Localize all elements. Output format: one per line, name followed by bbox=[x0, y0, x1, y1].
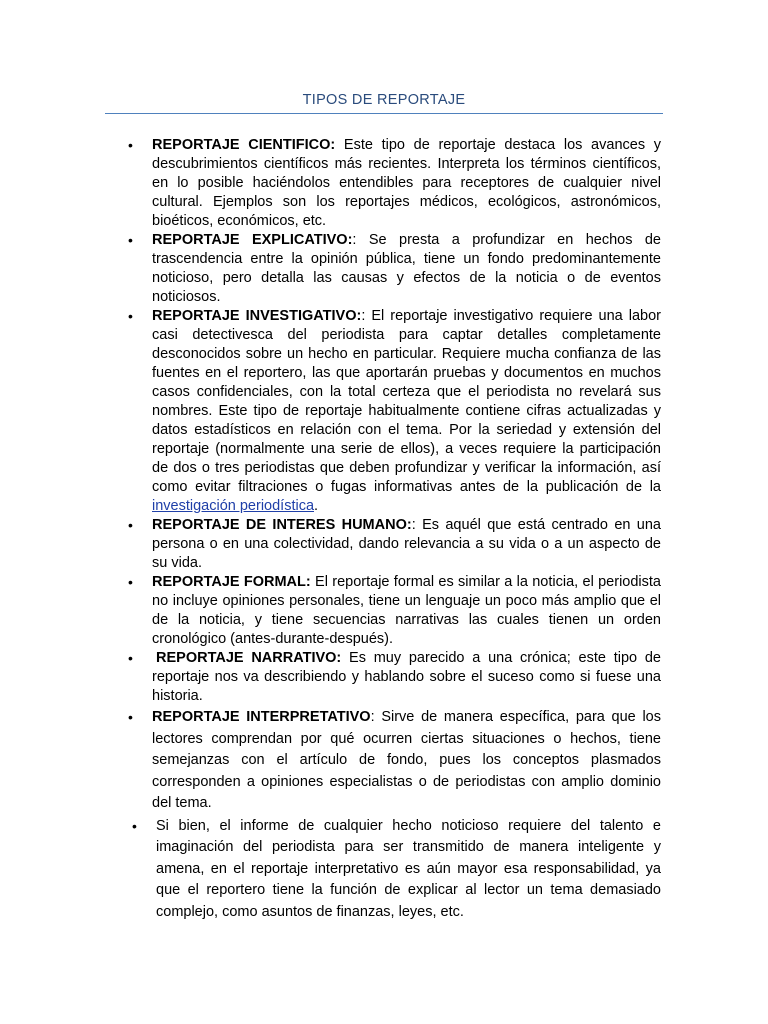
list-item-cientifico bbox=[128, 136, 661, 231]
bullet-icon: • bbox=[128, 574, 133, 590]
list-item-formal bbox=[128, 573, 661, 649]
page-title: TIPOS DE REPORTAJE bbox=[302, 92, 466, 108]
item-text: Es muy parecido a una crónica; este tipo de reportaje nos va describiendo y hablando sobre el suceso como si fuese una historia. bbox=[152, 650, 661, 704]
investigacion-periodistica-link[interactable]: investigación periodística bbox=[152, 498, 315, 514]
report-types-list bbox=[0, 136, 768, 923]
item-text: : Es aquél que está centrado en una persona o en una colectividad, dando relevancia a su vida o a un aspecto de su vida. bbox=[152, 517, 661, 571]
bullet-icon: • bbox=[128, 232, 133, 248]
list-item-explicativo bbox=[128, 231, 661, 307]
item-text: Este tipo de reportaje destaca los avances y descubrimientos científicos más recientes. Interpreta los términos científicos, en lo posible haciéndolos entendibles para receptores de cualquier nivel cultural. Ejemplos son los reportajes médicos, ecológicos, astronómicos, bioéticos, económicos, etc. bbox=[152, 137, 661, 229]
list-item-interes-humano bbox=[128, 516, 661, 573]
title-divider bbox=[105, 113, 663, 114]
item-term: REPORTAJE FORMAL: bbox=[152, 574, 311, 590]
list-item-interpretativo bbox=[128, 707, 661, 815]
bullet-icon: • bbox=[128, 650, 133, 666]
bullet-icon: • bbox=[132, 817, 137, 834]
item-term: REPORTAJE INTERPRETATIVO bbox=[152, 709, 371, 725]
item-text: : El reportaje investigativo requiere una labor casi detectivesca del periodista para captar detalles completamente desconocidos sobre un hecho en particular. Requiere mucha confianza de las fuentes en el reportero, las que aportarán pruebas y documentos en muchos casos confidenciales, con la total certeza que el periodista no revelará sus nombres. Este tipo de reportaje habitualmente contiene cifras actualizadas y datos estadísticos en relación con el tema. Por la seriedad y extensión del reportaje (normalmente una serie de ellos), a veces requiere la participación de dos o tres periodistas que deben profundizar y verificar la información, así como evitar filtraciones o fugas informativas antes de la publicación de la bbox=[152, 308, 661, 495]
list-item-nota bbox=[132, 816, 661, 924]
bullet-icon: • bbox=[128, 308, 133, 324]
item-text: Si bien, el informe de cualquier hecho noticioso requiere del talento e imaginación del periodista para ser transmitido de manera inteligente y amena, en el reportaje interpretativo es aún mayor esa responsabilidad, ya que el reportero tiene la función de explicar al lector un tema demasiado complejo, como asuntos de finanzas, leyes, etc. bbox=[156, 817, 661, 920]
item-text-end: . bbox=[314, 498, 319, 514]
list-item-narrativo bbox=[128, 649, 661, 706]
item-text: : Sirve de manera específica, para que los lectores comprendan por qué ocurren ciertas situaciones o hechos, tiene semejanzas con el artículo de fondo, pues los conceptos plasmados corresponden a opiniones especialistas o de periodistas con amplio dominio del tema. bbox=[152, 709, 661, 811]
item-term: REPORTAJE CIENTIFICO: bbox=[152, 137, 336, 153]
bullet-icon: • bbox=[128, 709, 133, 725]
list-item-investigativo bbox=[128, 307, 661, 516]
bullet-icon: • bbox=[128, 517, 133, 533]
item-term: REPORTAJE EXPLICATIVO: bbox=[152, 232, 353, 248]
item-text: : Se presta a profundizar en hechos de trascendencia entre la opinión pública, tiene un fondo predominantemente noticioso, pero detalla las causas y efectos de la noticia o de eventos noticiosos. bbox=[152, 232, 661, 305]
item-text: El reportaje formal es similar a la noticia, el periodista no incluye opiniones personales, tiene un lenguaje un poco más amplio que el de la noticia, y tiene secuencias narrativas las cuales tienen un orden cronológico (antes-durante-después). bbox=[152, 574, 661, 647]
item-term: REPORTAJE NARRATIVO: bbox=[156, 650, 342, 666]
bullet-icon: • bbox=[128, 137, 133, 153]
item-term: REPORTAJE DE INTERES HUMANO: bbox=[152, 517, 412, 533]
item-term: REPORTAJE INVESTIGATIVO: bbox=[152, 308, 362, 324]
